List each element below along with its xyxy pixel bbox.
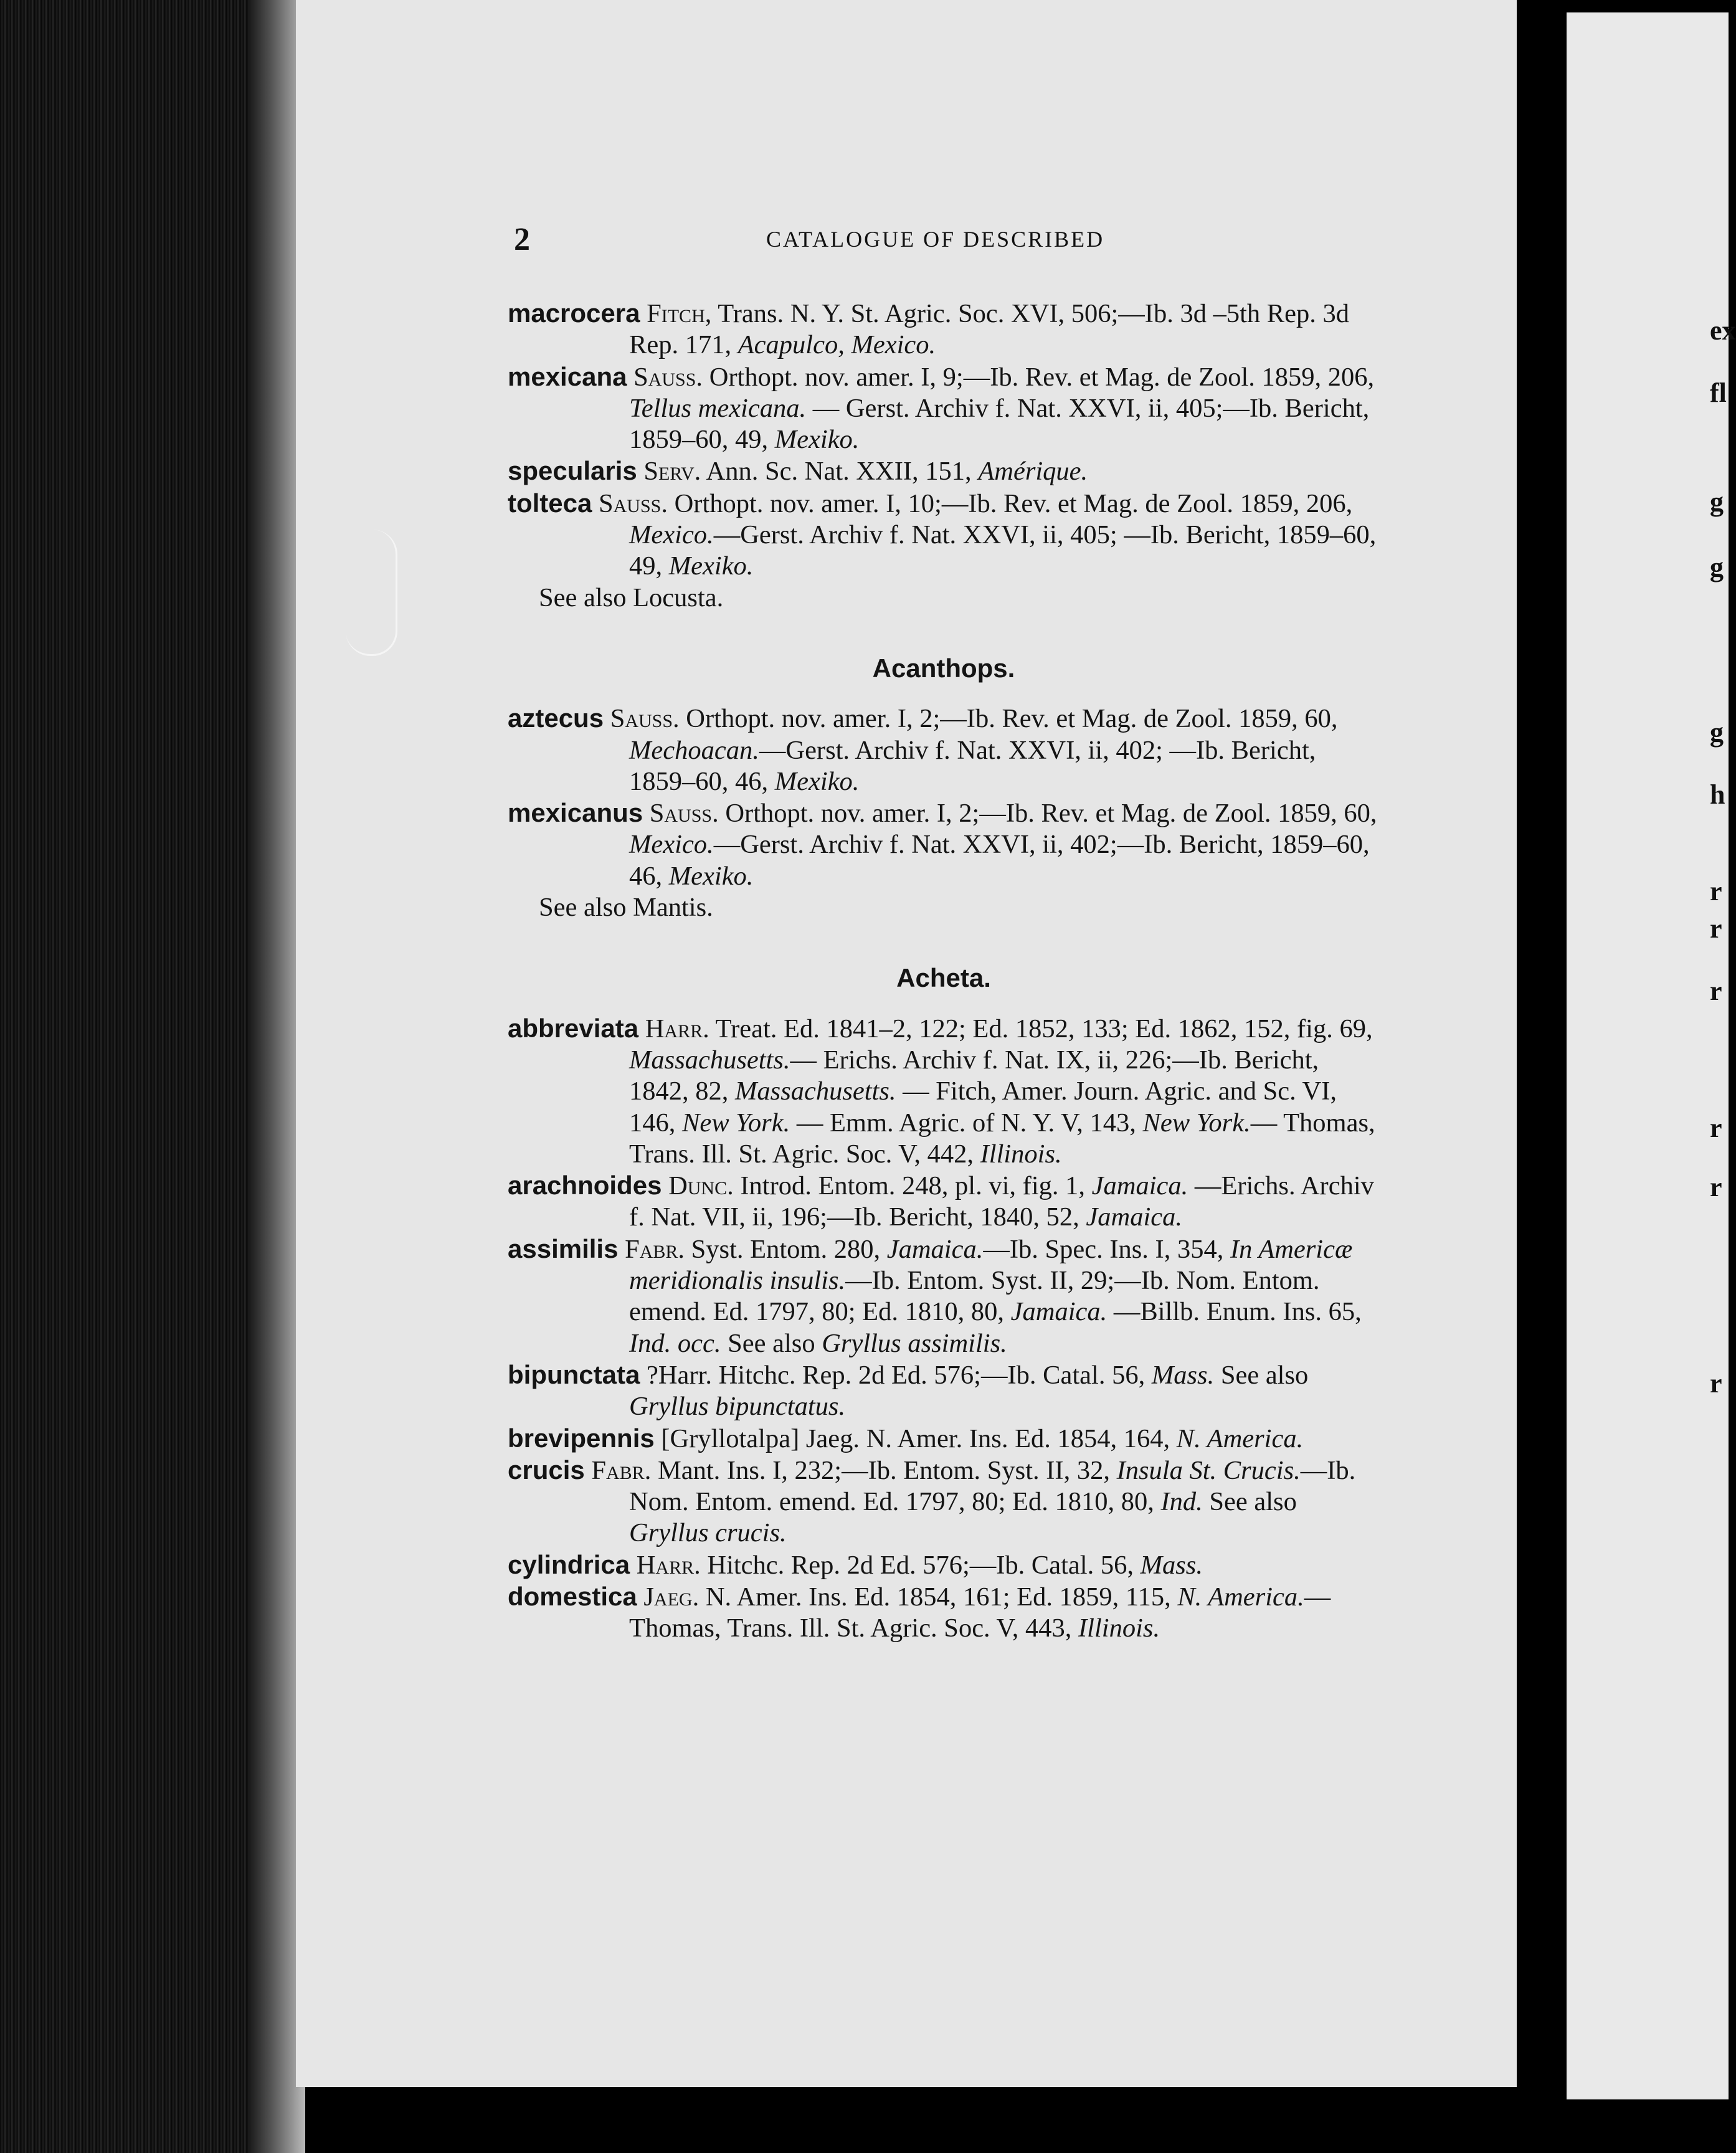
species-name: cylindrica: [508, 1549, 630, 1579]
author-name: Harr.: [636, 1550, 701, 1580]
locality: Mass.: [1151, 1360, 1215, 1390]
reference-text: — Fitch, Amer. Journ. Agric. and Sc. VI, 146,: [629, 1076, 1337, 1138]
species-name: aztecus: [508, 703, 604, 733]
locality: Ind.: [1160, 1487, 1203, 1517]
locality: Massachusetts.: [735, 1076, 896, 1106]
facing-page-fragment: ex: [1710, 315, 1736, 346]
catalogue-entry: [508, 1170, 1380, 1233]
reference-text: —Erichs. Archiv f. Nat. VII, ii, 196;—Ib. Bericht, 1840, 52,: [629, 1171, 1374, 1232]
locality: Amérique.: [978, 457, 1088, 487]
author-name: Fabr.: [591, 1455, 652, 1485]
catalogue-text: [508, 298, 1380, 1645]
running-head: CATALOGUE OF DESCRIBED: [766, 227, 1105, 252]
reference-text: Ann. Sc. Nat. XXII, 151,: [701, 457, 979, 487]
scan-mark: [346, 530, 397, 656]
locality: Mexiko.: [668, 861, 754, 891]
facing-page-fragment: g: [1710, 717, 1724, 748]
facing-page-fragment: r: [1710, 876, 1722, 906]
catalogue-entry: [508, 1233, 1380, 1359]
catalogue-entry: [508, 1359, 1380, 1423]
facing-page-edge: [1567, 12, 1736, 2099]
reference-text: —Gerst. Archiv f. Nat. XXVI, ii, 405; —Ib. Bericht, 1859–60, 49,: [629, 520, 1377, 581]
locality: Illinois.: [980, 1139, 1062, 1169]
reference-text: Trans. N. Y. St. Agric. Soc. XVI, 506;—Ib. 3d –5th Rep. 3d Rep. 171,: [629, 299, 1349, 360]
reference-text: —Thomas, Trans. Ill. St. Agric. Soc. V, 443,: [629, 1582, 1331, 1643]
locality: Mexico.: [629, 830, 714, 860]
author-name: Fabr.: [625, 1234, 685, 1264]
author-name: Serv.: [643, 457, 701, 487]
author-name: Sauss.: [633, 362, 703, 392]
reference-text: N. Amer. Ins. Ed. 1854, 161; Ed. 1859, 115,: [699, 1582, 1178, 1612]
facing-page-fragment: r: [1710, 1172, 1722, 1202]
reference-text: Orthopt. nov. amer. I, 2;—Ib. Rev. et Mag. de Zool. 1859, 60,: [679, 704, 1338, 734]
reference-text: ?Harr. Hitchc. Rep. 2d Ed. 576;—Ib. Catal. 56,: [640, 1360, 1152, 1390]
reference-text: — Erichs. Archiv f. Nat. IX, ii, 226;—Ib. Bericht, 1842, 82,: [629, 1045, 1319, 1106]
facing-page-fragment: r: [1710, 913, 1722, 944]
reference-text: Syst. Entom. 280,: [685, 1234, 887, 1264]
reference-text: — Thomas, Trans. Ill. St. Agric. Soc. V, 442,: [629, 1108, 1375, 1169]
locality: Mexiko.: [668, 551, 754, 581]
reference-text: Orthopt. nov. amer. I, 2;—Ib. Rev. et Mag. de Zool. 1859, 60,: [718, 799, 1377, 829]
locality: Ind. occ.: [629, 1328, 721, 1358]
locality: Acapulco, Mexico.: [738, 330, 936, 360]
author-name: Fitch,: [647, 299, 712, 328]
species-name: specularis: [508, 456, 637, 486]
author-name: Jaeg.: [643, 1582, 700, 1612]
species-name: crucis: [508, 1455, 585, 1485]
reference-text: Introd. Entom. 248, pl. vi, fig. 1,: [733, 1171, 1092, 1201]
locality: Gryllus crucis.: [629, 1518, 787, 1548]
locality: Mexiko.: [774, 766, 860, 796]
reference-text: —Ib. Spec. Ins. I, 354,: [983, 1234, 1230, 1264]
author-name: Sauss.: [610, 704, 680, 734]
locality: Illinois.: [1078, 1614, 1160, 1643]
entries-group: [508, 703, 1380, 892]
locality: Massachusetts.: [629, 1045, 790, 1075]
catalogue-entry: [508, 797, 1380, 892]
catalogue-entry: [508, 1549, 1380, 1581]
reference-text: —Ib. Entom. Syst. II, 29;—Ib. Nom. Entom. emend. Ed. 1797, 80; Ed. 1810, 80,: [629, 1266, 1320, 1327]
reference-text: Mant. Ins. I, 232;—Ib. Entom. Syst. II, 32,: [651, 1455, 1117, 1485]
species-name: macrocera: [508, 298, 640, 328]
species-name: arachnoides: [508, 1171, 662, 1200]
species-name: mexicana: [508, 361, 627, 391]
catalogue-entry: [508, 455, 1380, 487]
section-heading: Acheta.: [896, 963, 991, 993]
locality: N. America.: [1177, 1582, 1304, 1612]
facing-page-fragment: r: [1710, 976, 1722, 1006]
section-heading: Acanthops.: [872, 653, 1015, 683]
locality: Mass.: [1140, 1550, 1203, 1580]
reference-text: — Emm. Agric. of N. Y. V, 143,: [790, 1108, 1143, 1138]
locality: Jamaica.: [1010, 1297, 1108, 1327]
reference-text: Orthopt. nov. amer. I, 9;—Ib. Rev. et Mag. de Zool. 1859, 206,: [703, 362, 1375, 392]
locality: Gryllus assimilis.: [822, 1328, 1007, 1358]
catalogue-entry: [508, 361, 1380, 456]
facing-page-fragment: g: [1710, 487, 1724, 517]
reference-text: —Gerst. Archiv f. Nat. XXVI, ii, 402; —Ib. Bericht, 1859–60, 46,: [629, 735, 1316, 796]
reference-text: See also: [1214, 1360, 1309, 1390]
locality: New York.: [682, 1108, 790, 1138]
species-name: tolteca: [508, 488, 592, 518]
reference-text: Orthopt. nov. amer. I, 10;—Ib. Rev. et Mag. de Zool. 1859, 206,: [667, 488, 1353, 518]
catalogue-entry: [508, 703, 1380, 797]
locality: In Americæ meridionalis insulis.: [629, 1234, 1353, 1296]
locality: Tellus mexicana.: [629, 393, 807, 423]
catalogue-entry: [508, 1581, 1380, 1645]
page-header: [514, 221, 1355, 259]
catalogue-entry: [508, 1455, 1380, 1549]
see-also: See also Locusta.: [539, 582, 724, 612]
reference-text: [Gryllotalpa] Jaeg. N. Amer. Ins. Ed. 1854, 164,: [654, 1423, 1177, 1453]
reference-text: —Billb. Enum. Ins. 65,: [1107, 1297, 1362, 1327]
author-name: Sauss.: [599, 488, 668, 518]
locality: Jamaica.: [886, 1234, 984, 1264]
locality: Insula St. Crucis.: [1116, 1455, 1301, 1485]
catalogue-entry: [508, 1423, 1380, 1455]
catalogue-entry: [508, 1013, 1380, 1170]
catalogue-entry: [508, 488, 1380, 582]
facing-page-fragment: r: [1710, 1368, 1722, 1399]
species-name: mexicanus: [508, 798, 643, 828]
reference-text: —Gerst. Archiv f. Nat. XXVI, ii, 402;—Ib. Bericht, 1859–60, 46,: [629, 830, 1370, 891]
facing-page-fragment: g: [1710, 552, 1724, 582]
locality: Jamaica.: [1091, 1171, 1188, 1201]
reference-text: — Gerst. Archiv f. Nat. XXVI, ii, 405;—Ib. Bericht, 1859–60, 49,: [629, 393, 1370, 455]
species-name: brevipennis: [508, 1423, 655, 1453]
author-name: Sauss.: [649, 799, 719, 829]
locality: Mexico.: [629, 520, 714, 550]
species-name: abbreviata: [508, 1013, 639, 1043]
reference-text: See also: [721, 1328, 822, 1358]
author-name: Dunc.: [668, 1171, 734, 1201]
locality: New York.: [1142, 1108, 1251, 1138]
species-name: assimilis: [508, 1233, 619, 1263]
locality: Gryllus bipunctatus.: [629, 1392, 846, 1422]
entries-group: [508, 1013, 1380, 1645]
reference-text: See also: [1202, 1487, 1297, 1517]
locality: Mechoacan.: [629, 735, 759, 765]
facing-page-fragment: r: [1710, 1113, 1722, 1143]
reference-text: Treat. Ed. 1841–2, 122; Ed. 1852, 133; Ed. 1862, 152, fig. 69,: [709, 1014, 1373, 1043]
locality: Jamaica.: [1086, 1202, 1183, 1232]
facing-page-fragment: h: [1710, 779, 1725, 810]
author-name: Harr.: [645, 1014, 709, 1043]
locality: Mexiko.: [774, 425, 860, 455]
species-name: domestica: [508, 1581, 637, 1611]
page-number: 2: [514, 222, 530, 257]
locality: N. America.: [1176, 1423, 1304, 1453]
reference-text: —Ib. Nom. Entom. emend. Ed. 1797, 80; Ed. 1810, 80,: [629, 1455, 1356, 1517]
species-name: bipunctata: [508, 1359, 640, 1389]
see-also: See also Mantis.: [539, 893, 713, 923]
reference-text: Hitchc. Rep. 2d Ed. 576;—Ib. Catal. 56,: [700, 1550, 1141, 1580]
catalogue-entry: [508, 298, 1380, 361]
facing-page-fragment: fl: [1710, 378, 1727, 408]
entries-group: [508, 298, 1380, 582]
